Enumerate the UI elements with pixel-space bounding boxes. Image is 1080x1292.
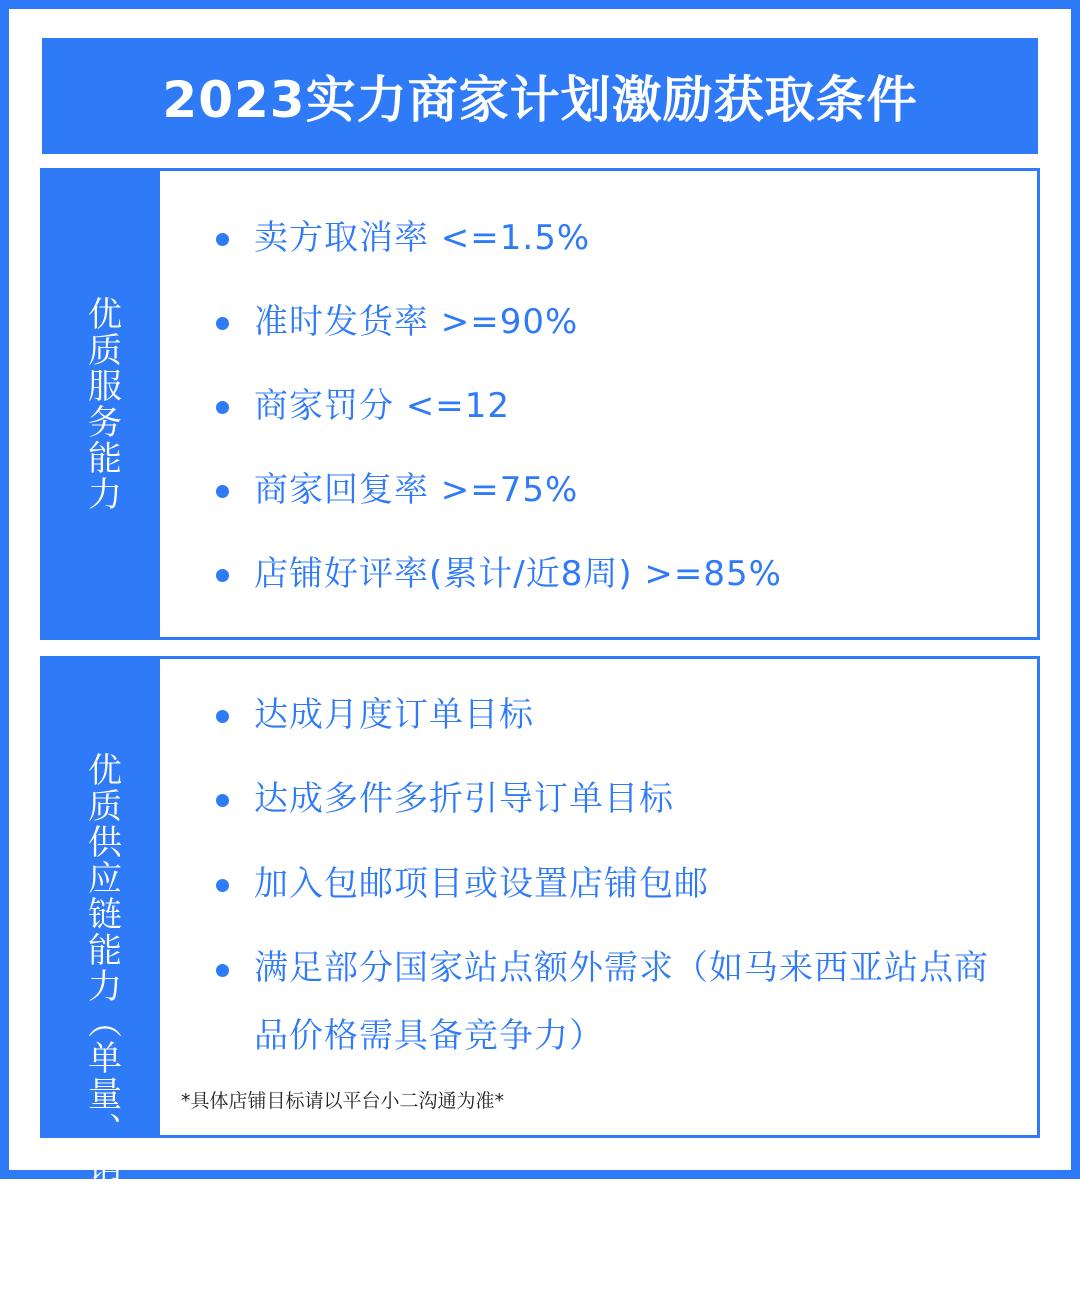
list-item-text: 店铺好评率(累计/近8周) >=85%	[254, 554, 782, 594]
supply-list	[160, 659, 1037, 1135]
service-list	[160, 171, 1037, 637]
service-label: 优质服务能力	[81, 296, 122, 512]
list-item-text: 卖方取消率 <=1.5%	[254, 218, 591, 258]
supply-label: 优质供应链能力（单量、销售额）	[81, 752, 122, 1292]
list-item-text: 达成多件多折引导订单目标	[254, 779, 674, 819]
bullet-icon	[216, 569, 229, 582]
list-item	[216, 552, 782, 596]
bullet-icon	[216, 317, 229, 330]
list-item	[216, 934, 994, 1070]
supply-section	[40, 656, 1040, 1292]
list-item	[216, 468, 578, 512]
list-item-text: 商家罚分 <=12	[254, 386, 511, 426]
bullet-icon	[216, 964, 229, 977]
service-section	[40, 168, 1040, 640]
supply-side-label	[43, 659, 160, 1292]
list-item-text: 满足部分国家站点额外需求（如马来西亚站点商品价格需具备竞争力）	[254, 948, 989, 1056]
list-item	[216, 300, 578, 344]
bullet-icon	[216, 794, 229, 807]
service-side-label	[43, 171, 160, 637]
bullet-icon	[216, 879, 229, 892]
list-item	[216, 862, 709, 906]
footnote: *具体店铺目标请以平台小二沟通为准*	[181, 1090, 505, 1112]
title-banner	[42, 38, 1038, 154]
bullet-icon	[216, 485, 229, 498]
list-item	[216, 216, 590, 260]
bullet-icon	[216, 401, 229, 414]
list-item	[216, 693, 534, 737]
bullet-icon	[216, 710, 229, 723]
list-item	[216, 777, 674, 821]
page-title: 2023实力商家计划激励获取条件	[162, 71, 918, 129]
bullet-icon	[216, 233, 229, 246]
list-item-text: 商家回复率 >=75%	[254, 470, 579, 510]
list-item	[216, 384, 510, 428]
list-item-text: 准时发货率 >=90%	[254, 302, 579, 342]
list-item-text: 加入包邮项目或设置店铺包邮	[254, 864, 709, 904]
list-item-text: 达成月度订单目标	[254, 695, 534, 735]
